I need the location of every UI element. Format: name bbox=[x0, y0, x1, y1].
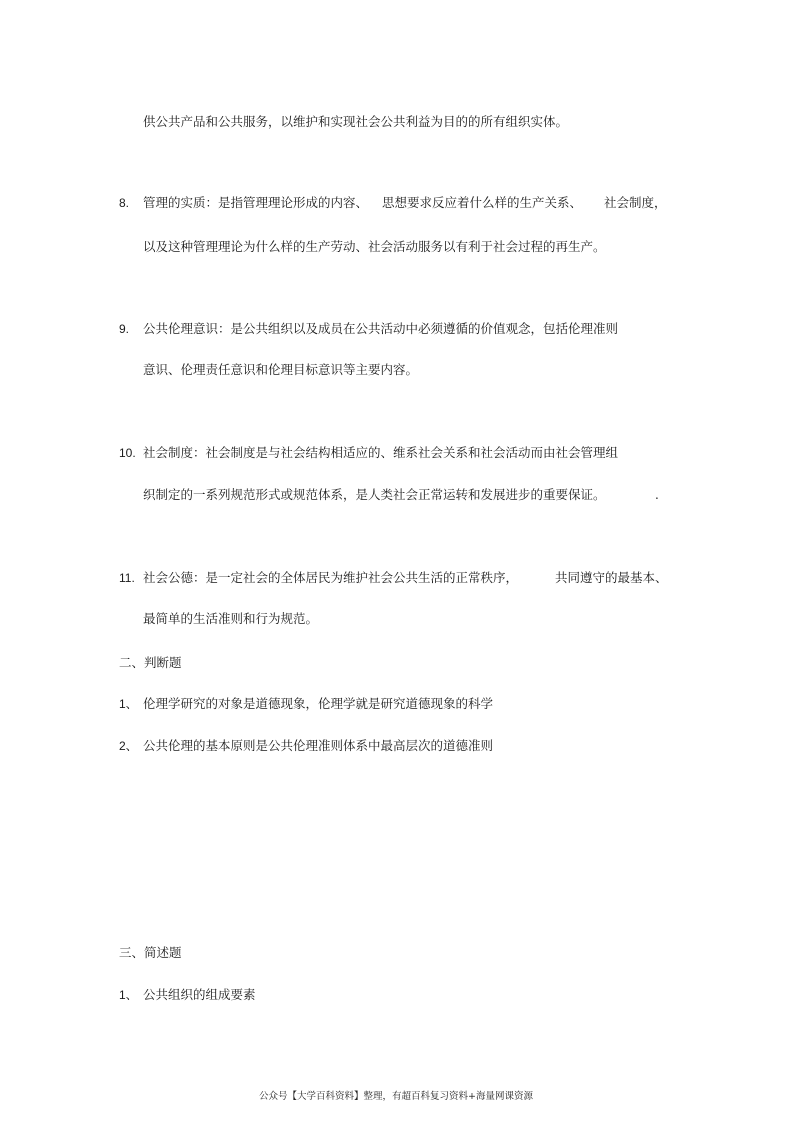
item-10-text: 社会制度：社会制度是与社会结构相适应的、维系社会关系和社会活动而由社会管理组 bbox=[143, 445, 619, 460]
item-8-continuation: 以及这种管理理论为什么样的生产劳动、社会活动服务以有利于社会过程的再生产。 bbox=[143, 239, 606, 254]
section-2-heading: 二、判断题 bbox=[119, 655, 182, 670]
short-1-text: 公共组织的组成要素 bbox=[143, 987, 256, 1002]
page-footer: 公众号【大学百科资料】整理，有超百科复习资料+海量网课资源 bbox=[259, 1091, 533, 1102]
item-8-text-c: 社会制度， bbox=[604, 195, 667, 210]
stray-dot: . bbox=[655, 488, 659, 502]
item-9-continuation: 意识、伦理责任意识和伦理目标意识等主要内容。 bbox=[143, 362, 419, 377]
judge-2-text: 公共伦理的基本原则是公共伦理准则体系中最高层次的道德准则 bbox=[143, 738, 494, 753]
item-11-text-a: 社会公德：是一定社会的全体居民为维护社会公共生活的正常秩序， bbox=[143, 570, 519, 585]
short-1-number: 1、 bbox=[119, 988, 138, 1002]
definition-7-continuation: 供公共产品和公共服务，以维护和实现社会公共利益为目的的所有组织实体。 bbox=[143, 114, 569, 129]
section-3-heading: 三、简述题 bbox=[119, 945, 182, 960]
judge-1-number: 1、 bbox=[119, 697, 138, 711]
item-8-text-b: 思想要求反应着什么样的生产关系、 bbox=[382, 195, 583, 210]
item-8-number: 8. bbox=[119, 196, 130, 210]
judge-2-number: 2、 bbox=[119, 739, 138, 753]
item-8-text-a: 管理的实质：是指管理理论形成的内容、 bbox=[143, 195, 369, 210]
item-10-number: 10. bbox=[119, 446, 136, 460]
item-9-number: 9. bbox=[119, 322, 130, 336]
item-11-number: 11. bbox=[119, 571, 135, 585]
judge-1-text: 伦理学研究的对象是道德现象，伦理学就是研究道德现象的科学 bbox=[143, 696, 494, 711]
item-11-text-b: 共同遵守的最基本、 bbox=[555, 570, 668, 585]
item-9-text: 公共伦理意识：是公共组织以及成员在公共活动中必须遵循的价值观念，包括伦理准则 bbox=[143, 321, 619, 336]
item-11-continuation: 最简单的生活准则和行为规范。 bbox=[143, 611, 319, 626]
item-10-continuation: 织制定的一系列规范形式或规范体系，是人类社会正常运转和发展进步的重要保证。 bbox=[143, 487, 606, 502]
